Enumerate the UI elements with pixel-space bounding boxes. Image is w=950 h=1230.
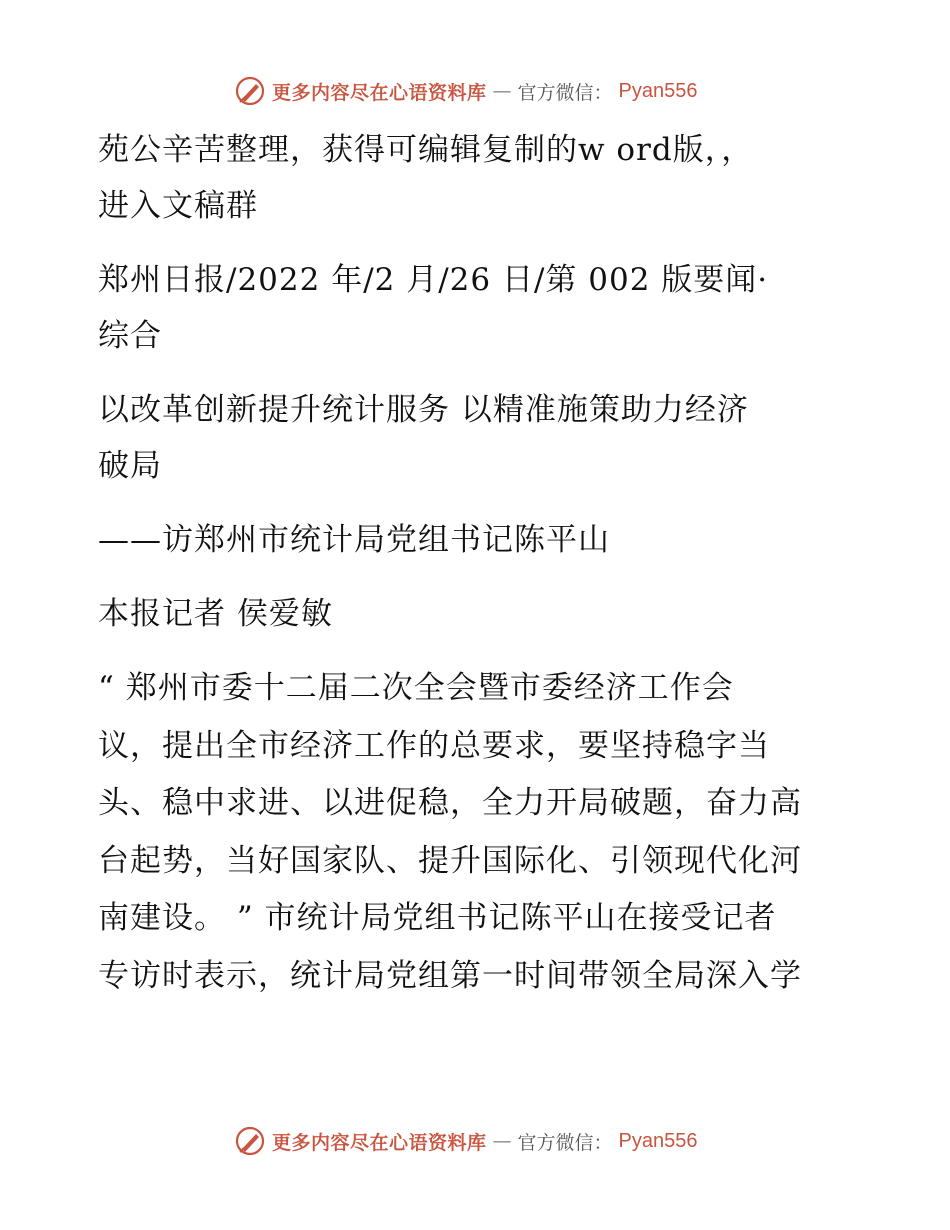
text-line: 以改革创新提升统计服务 以精准施策助力经济 bbox=[98, 392, 749, 428]
quill-seal-icon bbox=[234, 1125, 266, 1157]
text-line: 台起势，当好国家队、提升国际化、引领现代化河 bbox=[98, 842, 802, 879]
body-paragraph bbox=[98, 660, 858, 1005]
text-line: 南建设。 ” 市统计局党组书记陈平山在接受记者 bbox=[98, 900, 777, 936]
byline bbox=[98, 586, 858, 642]
text-line: 苑公辛苦整理，获得可编辑复制的w ord版，， bbox=[98, 132, 754, 168]
subtitle bbox=[98, 512, 858, 568]
text-line: “ 郑州市委十二届二次全会暨市委经济工作会 bbox=[98, 670, 734, 706]
watermark-site-name: 更多内容尽在心语资料库 bbox=[272, 1131, 487, 1154]
watermark-wechat-label: 官方微信： bbox=[517, 81, 613, 104]
text-line: 本报记者 侯爱敏 bbox=[98, 596, 333, 632]
text-line: 议，提出全市经济工作的总要求，要坚持稳字当 bbox=[98, 727, 770, 764]
watermark-dash: — bbox=[492, 1130, 512, 1152]
watermark-wechat-label: 官方微信： bbox=[517, 1131, 613, 1154]
footer-watermark bbox=[234, 1124, 698, 1158]
headline bbox=[98, 382, 858, 494]
text-line: 进入文稿群 bbox=[98, 188, 258, 224]
document-body bbox=[98, 122, 858, 1005]
text-line: ——访郑州市统计局党组书记陈平山 bbox=[98, 522, 610, 558]
watermark-dash: — bbox=[492, 80, 512, 102]
source-paragraph bbox=[98, 252, 858, 364]
text-line: 专访时表示，统计局党组第一时间带领全局深入学 bbox=[98, 957, 802, 994]
header-watermark bbox=[234, 74, 698, 108]
quill-seal-icon bbox=[234, 75, 266, 107]
text-line: 头、稳中求进、以进促稳，全力开局破题，奋力高 bbox=[98, 785, 802, 821]
watermark-site-name: 更多内容尽在心语资料库 bbox=[272, 81, 487, 104]
watermark-wechat-id: Pyan556 bbox=[618, 79, 698, 102]
text-line: 郑州日报/2022 年/2 月/26 日/第 002 版要闻· bbox=[98, 262, 769, 298]
intro-paragraph bbox=[98, 122, 858, 234]
text-line: 破局 bbox=[98, 448, 162, 484]
text-line: 综合 bbox=[98, 318, 162, 354]
watermark-wechat-id: Pyan556 bbox=[618, 1129, 698, 1152]
